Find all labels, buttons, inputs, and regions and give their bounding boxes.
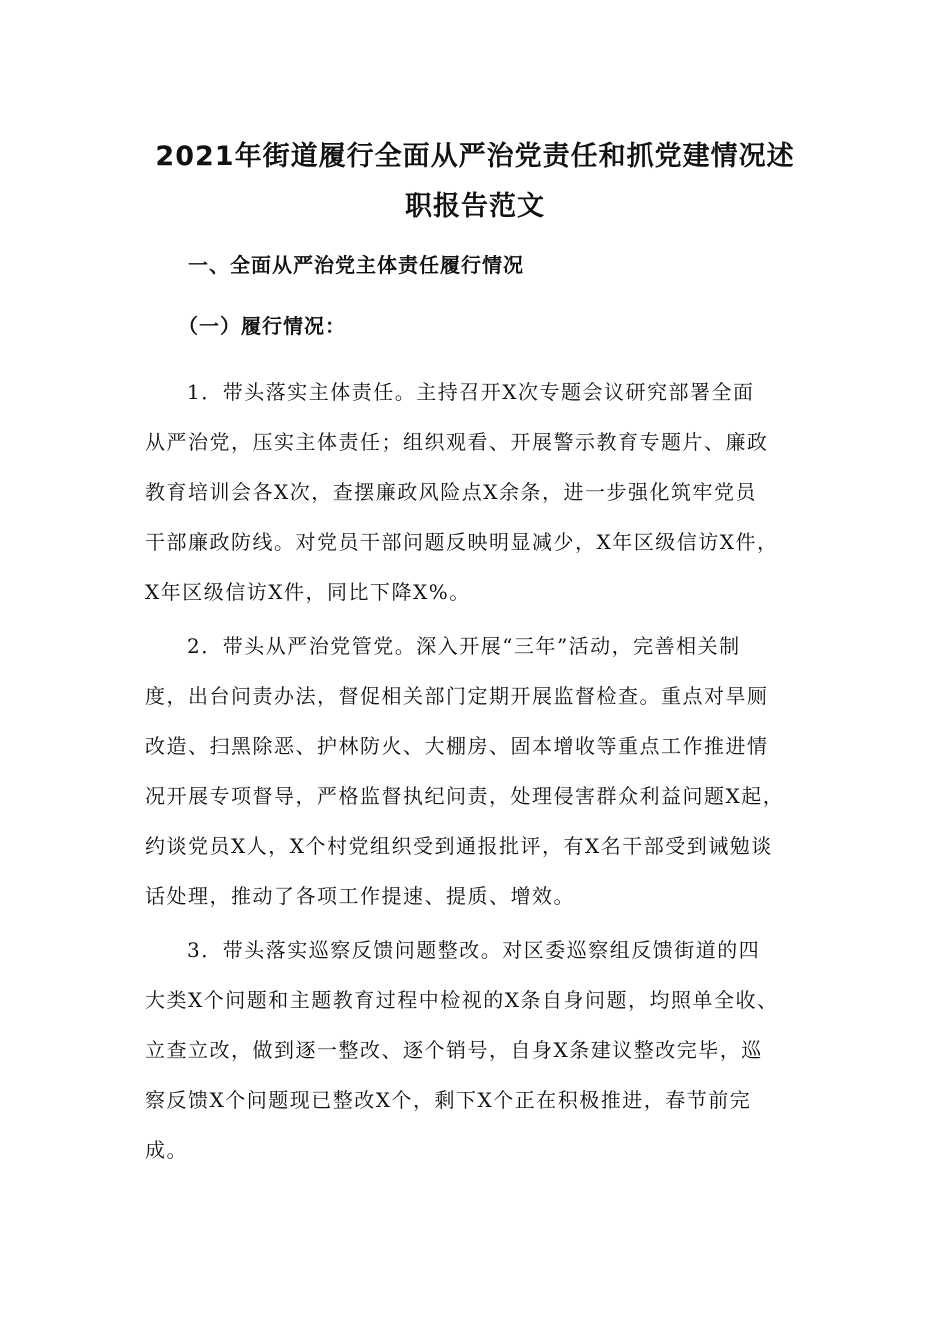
paragraph-line: 立查立改，做到逐一整改、逐个销号，自身X条建议整改完毕，巡 (145, 1038, 763, 1062)
paragraph-2 (145, 621, 815, 921)
paragraph-line: 1．带头落实主体责任。主持召开X次专题会议研究部署全面 (187, 380, 755, 404)
subsection-heading: （一）履行情况： (178, 314, 346, 338)
paragraph-line: 察反馈X个问题现已整改X个，剩下X个正在积极推进，春节前完 (145, 1088, 752, 1112)
paragraph-line: 成。 (145, 1138, 188, 1162)
paragraph-line: 干部廉政防线。对党员干部问题反映明显减少，X年区级信访X件， (145, 530, 779, 554)
paragraph-line: 3．带头落实巡察反馈问题整改。对区委巡察组反馈街道的四 (187, 938, 761, 962)
document-title-line-1: 2021年街道履行全面从严治党责任和抓党建情况述 (155, 141, 795, 172)
paragraph-line: 大类X个问题和主题教育过程中检视的X条自身问题，均照单全收、 (145, 988, 779, 1012)
paragraph-line: 2．带头从严治党管党。深入开展“三年”活动，完善相关制 (187, 634, 741, 658)
paragraph-line: 况开展专项督导，严格监督执纪问责，处理侵害群众利益问题X起， (145, 784, 785, 808)
paragraph-line: 度，出台问责办法，督促相关部门定期开展监督检查。重点对旱厕 (145, 684, 769, 708)
paragraph-1 (145, 367, 815, 617)
paragraph-3 (145, 925, 815, 1175)
section-heading: 一、全面从严治党主体责任履行情况 (188, 253, 524, 277)
paragraph-line: 教育培训会各X次，查摆廉政风险点X余条，进一步强化筑牢党员 (145, 480, 757, 504)
paragraph-line: X年区级信访X件，同比下降X%。 (145, 580, 471, 604)
paragraph-line: 话处理，推动了各项工作提速、提质、增效。 (145, 884, 575, 908)
document-title-line-2: 职报告范文 (405, 191, 545, 222)
paragraph-line: 从严治党，压实主体责任；组织观看、开展警示教育专题片、廉政 (145, 430, 769, 454)
paragraph-line: 约谈党员X人，X个村党组织受到通报批评，有X名干部受到诫勉谈 (145, 834, 773, 858)
paragraph-line: 改造、扫黑除恶、护林防火、大棚房、固本增收等重点工作推进情 (145, 734, 769, 758)
